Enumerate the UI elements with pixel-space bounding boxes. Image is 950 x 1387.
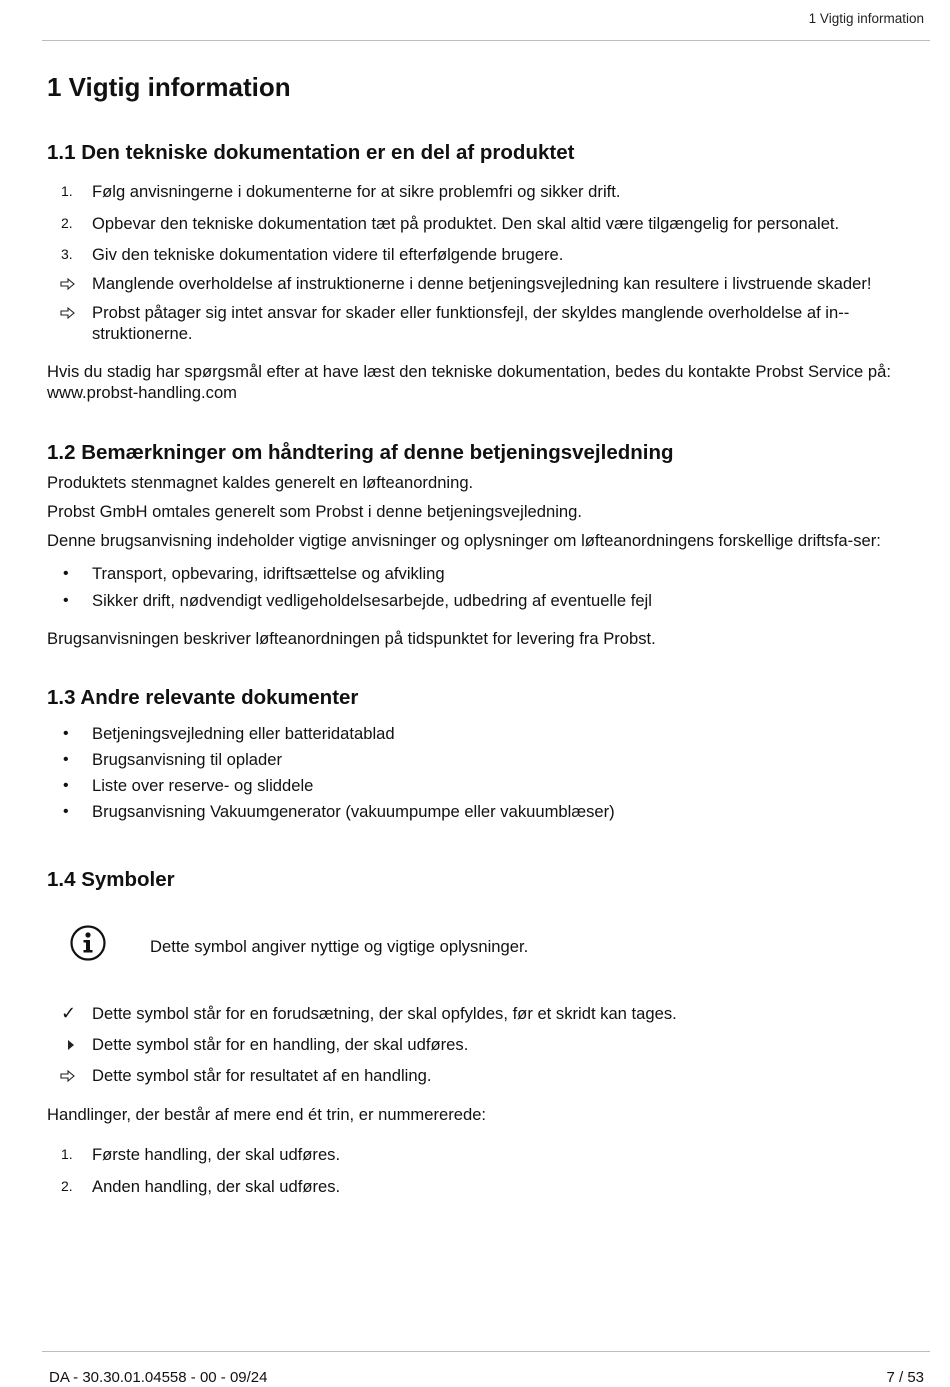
footer-page-number: 7 / 53: [886, 1369, 924, 1386]
triangle-right-icon: [67, 1039, 75, 1051]
list-item: [47, 775, 928, 796]
info-symbol-text: Dette symbol angiver nyttige og vigtige oplysninger.: [150, 937, 529, 956]
outline-arrow-right-icon: [60, 277, 76, 291]
bullet-dot-icon: •: [63, 725, 69, 742]
list-item: [47, 181, 928, 202]
list-item: [47, 749, 928, 770]
paragraph: Brugsanvisningen beskriver løfteanordningen på tidspunktet for levering fra Probst.: [47, 629, 656, 648]
bullet-dot-icon: •: [63, 592, 69, 609]
step-number: 3.: [61, 246, 73, 262]
checkmark-icon: ✓: [61, 1003, 77, 1023]
list-item: [47, 723, 928, 744]
bullet-text: Betjeningsvejledning eller batteridatablad: [92, 724, 395, 743]
step-text: Opbevar den tekniske dokumentation tæt på produktet. Den skal altid være tilgængelig for personalet.: [92, 214, 840, 233]
paragraph: Probst GmbH omtales generelt som Probst i denne betjeningsvejledning.: [47, 502, 582, 521]
page-content: [47, 70, 928, 1197]
bullet-dot-icon: •: [63, 565, 69, 582]
bullet-dot-icon: •: [63, 777, 69, 794]
result-text: Manglende overholdelse af instruktionerne i denne betjeningsvejledning kan resultere i livstruende skader!: [92, 274, 872, 293]
outline-arrow-right-icon: [60, 306, 76, 320]
list-item: [47, 244, 928, 265]
list-item: [47, 1065, 928, 1086]
section-1-3-title: 1.3 Andre relevante dokumenter: [47, 686, 359, 709]
list-item: [47, 1144, 928, 1165]
list-item: [47, 273, 928, 294]
bullet-text: Transport, opbevaring, idriftsættelse og afvikling: [92, 564, 445, 583]
chapter-title: 1 Vigtig information: [47, 72, 291, 102]
bullet-text: Sikker drift, nødvendigt vedligeholdelsesarbejde, udbedring af eventuelle fejl: [92, 591, 652, 610]
running-header: 1 Vigtig information: [808, 11, 924, 26]
info-circle-icon: [69, 924, 107, 962]
contact-paragraph: Hvis du stadig har spørgsmål efter at have læst den tekniske dokumentation, bedes du kontakte Probst Service på: www.probst-handling.com: [47, 362, 891, 402]
list-item: [47, 302, 928, 344]
step-number: 1.: [61, 1146, 73, 1162]
step-text: Følg anvisningerne i dokumenterne for at sikre problemfri og sikker drift.: [92, 182, 621, 201]
bullet-text: Brugsanvisning Vakuumgenerator (vakuumpumpe eller vakuumblæser): [92, 802, 615, 821]
info-symbol-row: [47, 928, 928, 968]
symbol-text: Dette symbol står for resultatet af en handling.: [92, 1066, 432, 1085]
list-item: [47, 213, 928, 234]
paragraph: Produktets stenmagnet kaldes generelt en løfteanordning.: [47, 473, 474, 492]
step-text: Anden handling, der skal udføres.: [92, 1177, 341, 1196]
step-text: Første handling, der skal udføres.: [92, 1145, 341, 1164]
list-item: [47, 1176, 928, 1197]
bullet-dot-icon: •: [63, 751, 69, 768]
step-text: Giv den tekniske dokumentation videre til efterfølgende brugere.: [92, 245, 564, 264]
footer-rule: [42, 1351, 930, 1352]
footer-doc-code: DA - 30.30.01.04558 - 00 - 09/24: [49, 1369, 268, 1386]
section-1-1-title: 1.1 Den tekniske dokumentation er en del af produktet: [47, 141, 575, 164]
bullet-dot-icon: •: [63, 803, 69, 820]
bullet-text: Brugsanvisning til oplader: [92, 750, 283, 769]
list-item: [47, 801, 928, 822]
list-item: [47, 1034, 928, 1055]
symbol-text: Dette symbol står for en forudsætning, der skal opfyldes, før et skridt kan tages.: [92, 1004, 677, 1023]
bullet-text: Liste over reserve- og sliddele: [92, 776, 314, 795]
symbol-text: Dette symbol står for en handling, der skal udføres.: [92, 1035, 469, 1054]
outline-arrow-right-icon: [60, 1069, 76, 1083]
step-number: 1.: [61, 183, 73, 199]
section-1-4-title: 1.4 Symboler: [47, 868, 175, 891]
list-item: [47, 1003, 928, 1024]
result-text: Probst påtager sig intet ansvar for skader eller funktionsfejl, der skyldes manglende overholdelse af in-struktionerne.: [92, 303, 850, 343]
paragraph: Denne brugsanvisning indeholder vigtige anvisninger og oplysninger om løfteanordningens forskellige driftsfa-ser:: [47, 531, 881, 550]
step-number: 2.: [61, 1178, 73, 1194]
section-1-2-title: 1.2 Bemærkninger om håndtering af denne betjeningsvejledning: [47, 441, 674, 464]
header-rule: [42, 40, 930, 41]
list-item: [47, 563, 928, 584]
list-item: [47, 590, 928, 611]
step-number: 2.: [61, 215, 73, 231]
paragraph: Handlinger, der består af mere end ét trin, er nummererede:: [47, 1105, 487, 1124]
